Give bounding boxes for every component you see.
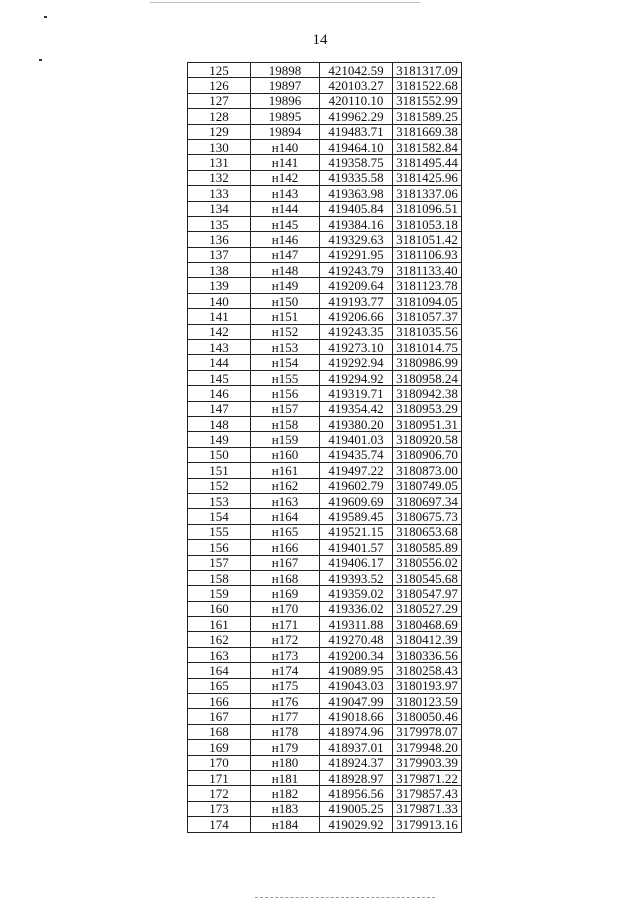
y-coordinate-cell: 3180336.56 [393, 647, 462, 662]
x-coordinate-cell: 420103.27 [320, 78, 393, 93]
point-id-cell: н178 [251, 724, 320, 739]
point-number-cell: 138 [188, 263, 251, 278]
table-row [188, 340, 462, 355]
point-id-cell: н154 [251, 355, 320, 370]
point-id-cell: н172 [251, 632, 320, 647]
point-number-cell: 134 [188, 201, 251, 216]
table-row [188, 78, 462, 93]
point-id-cell: 19895 [251, 109, 320, 124]
table-row [188, 432, 462, 447]
point-id-cell: н168 [251, 570, 320, 585]
x-coordinate-cell: 419609.69 [320, 493, 393, 508]
x-coordinate-cell: 419602.79 [320, 478, 393, 493]
y-coordinate-cell: 3181094.05 [393, 293, 462, 308]
y-coordinate-cell: 3179871.22 [393, 770, 462, 785]
y-coordinate-cell: 3180527.29 [393, 601, 462, 616]
table-row [188, 601, 462, 616]
y-coordinate-cell: 3180951.31 [393, 416, 462, 431]
page-number: 14 [312, 32, 328, 48]
point-id-cell: н141 [251, 155, 320, 170]
point-number-cell: 129 [188, 124, 251, 139]
y-coordinate-cell: 3181096.51 [393, 201, 462, 216]
table-row [188, 416, 462, 431]
table-row [188, 478, 462, 493]
x-coordinate-cell: 419359.02 [320, 586, 393, 601]
x-coordinate-cell: 419521.15 [320, 524, 393, 539]
x-coordinate-cell: 419483.71 [320, 124, 393, 139]
y-coordinate-cell: 3181057.37 [393, 309, 462, 324]
x-coordinate-cell: 419270.48 [320, 632, 393, 647]
point-number-cell: 157 [188, 555, 251, 570]
x-coordinate-cell: 418924.37 [320, 755, 393, 770]
point-id-cell: 19898 [251, 63, 320, 78]
x-coordinate-cell: 419243.79 [320, 263, 393, 278]
point-number-cell: 167 [188, 709, 251, 724]
point-id-cell: н145 [251, 216, 320, 231]
x-coordinate-cell: 419380.20 [320, 416, 393, 431]
point-id-cell: н170 [251, 601, 320, 616]
x-coordinate-cell: 419962.29 [320, 109, 393, 124]
x-coordinate-cell: 419358.75 [320, 155, 393, 170]
y-coordinate-cell: 3179978.07 [393, 724, 462, 739]
y-coordinate-cell: 3180547.97 [393, 586, 462, 601]
table-row [188, 109, 462, 124]
point-id-cell: н184 [251, 817, 320, 832]
y-coordinate-cell: 3179948.20 [393, 740, 462, 755]
point-id-cell: н173 [251, 647, 320, 662]
x-coordinate-cell: 419393.52 [320, 570, 393, 585]
point-number-cell: 132 [188, 170, 251, 185]
table-row [188, 386, 462, 401]
point-number-cell: 135 [188, 216, 251, 231]
point-number-cell: 128 [188, 109, 251, 124]
point-number-cell: 130 [188, 139, 251, 154]
y-coordinate-cell: 3179913.16 [393, 817, 462, 832]
point-id-cell: н144 [251, 201, 320, 216]
table-row [188, 309, 462, 324]
x-coordinate-cell: 419273.10 [320, 340, 393, 355]
x-coordinate-cell: 419589.45 [320, 509, 393, 524]
table-row [188, 63, 462, 78]
point-id-cell: н171 [251, 617, 320, 632]
point-id-cell: н169 [251, 586, 320, 601]
y-coordinate-cell: 3180953.29 [393, 401, 462, 416]
point-number-cell: 165 [188, 678, 251, 693]
point-number-cell: 169 [188, 740, 251, 755]
coordinates-table-body [188, 63, 462, 833]
y-coordinate-cell: 3180556.02 [393, 555, 462, 570]
y-coordinate-cell: 3181123.78 [393, 278, 462, 293]
x-coordinate-cell: 419406.17 [320, 555, 393, 570]
table-row [188, 93, 462, 108]
table-row [188, 216, 462, 231]
x-coordinate-cell: 419209.64 [320, 278, 393, 293]
x-coordinate-cell: 419497.22 [320, 463, 393, 478]
point-number-cell: 146 [188, 386, 251, 401]
x-coordinate-cell: 419319.71 [320, 386, 393, 401]
table-row [188, 663, 462, 678]
point-id-cell: н149 [251, 278, 320, 293]
point-number-cell: 147 [188, 401, 251, 416]
x-coordinate-cell: 419291.95 [320, 247, 393, 262]
point-id-cell: н161 [251, 463, 320, 478]
point-id-cell: н146 [251, 232, 320, 247]
point-id-cell: н151 [251, 309, 320, 324]
table-row [188, 694, 462, 709]
y-coordinate-cell: 3181053.18 [393, 216, 462, 231]
x-coordinate-cell: 419292.94 [320, 355, 393, 370]
point-id-cell: н174 [251, 663, 320, 678]
x-coordinate-cell: 419384.16 [320, 216, 393, 231]
y-coordinate-cell: 3180873.00 [393, 463, 462, 478]
table-row [188, 463, 462, 478]
point-number-cell: 160 [188, 601, 251, 616]
y-coordinate-cell: 3180906.70 [393, 447, 462, 462]
table-row [188, 370, 462, 385]
x-coordinate-cell: 419363.98 [320, 186, 393, 201]
y-coordinate-cell: 3181669.38 [393, 124, 462, 139]
x-coordinate-cell: 419401.57 [320, 540, 393, 555]
point-id-cell: н183 [251, 801, 320, 816]
point-id-cell: н160 [251, 447, 320, 462]
table-row [188, 724, 462, 739]
table-row [188, 324, 462, 339]
table-row [188, 139, 462, 154]
y-coordinate-cell: 3180585.89 [393, 540, 462, 555]
x-coordinate-cell: 419243.35 [320, 324, 393, 339]
point-number-cell: 144 [188, 355, 251, 370]
table-row [188, 647, 462, 662]
point-id-cell: н152 [251, 324, 320, 339]
point-id-cell: 19894 [251, 124, 320, 139]
point-number-cell: 125 [188, 63, 251, 78]
y-coordinate-cell: 3180193.97 [393, 678, 462, 693]
x-coordinate-cell: 419089.95 [320, 663, 393, 678]
point-number-cell: 127 [188, 93, 251, 108]
point-id-cell: н165 [251, 524, 320, 539]
x-coordinate-cell: 418928.97 [320, 770, 393, 785]
x-coordinate-cell: 419329.63 [320, 232, 393, 247]
table-row [188, 801, 462, 816]
scan-edge-line [150, 2, 420, 3]
point-number-cell: 170 [188, 755, 251, 770]
y-coordinate-cell: 3181582.84 [393, 139, 462, 154]
y-coordinate-cell: 3180545.68 [393, 570, 462, 585]
table-row [188, 555, 462, 570]
point-number-cell: 158 [188, 570, 251, 585]
table-row [188, 263, 462, 278]
point-id-cell: н167 [251, 555, 320, 570]
y-coordinate-cell: 3179903.39 [393, 755, 462, 770]
y-coordinate-cell: 3180412.39 [393, 632, 462, 647]
point-id-cell: н176 [251, 694, 320, 709]
y-coordinate-cell: 3181589.25 [393, 109, 462, 124]
x-coordinate-cell: 419405.84 [320, 201, 393, 216]
point-number-cell: 161 [188, 617, 251, 632]
point-id-cell: н179 [251, 740, 320, 755]
y-coordinate-cell: 3180697.34 [393, 493, 462, 508]
point-number-cell: 171 [188, 770, 251, 785]
point-id-cell: н158 [251, 416, 320, 431]
point-id-cell: н180 [251, 755, 320, 770]
y-coordinate-cell: 3181133.40 [393, 263, 462, 278]
x-coordinate-cell: 419401.03 [320, 432, 393, 447]
point-id-cell: н166 [251, 540, 320, 555]
point-id-cell: н148 [251, 263, 320, 278]
y-coordinate-cell: 3180050.46 [393, 709, 462, 724]
x-coordinate-cell: 421042.59 [320, 63, 393, 78]
x-coordinate-cell: 419435.74 [320, 447, 393, 462]
x-coordinate-cell: 419193.77 [320, 293, 393, 308]
x-coordinate-cell: 419047.99 [320, 694, 393, 709]
x-coordinate-cell: 419018.66 [320, 709, 393, 724]
point-number-cell: 173 [188, 801, 251, 816]
table-row [188, 709, 462, 724]
point-number-cell: 126 [188, 78, 251, 93]
y-coordinate-cell: 3180986.99 [393, 355, 462, 370]
y-coordinate-cell: 3181425.96 [393, 170, 462, 185]
table-row [188, 586, 462, 601]
point-number-cell: 141 [188, 309, 251, 324]
coordinates-table [187, 62, 462, 833]
table-row [188, 170, 462, 185]
point-number-cell: 156 [188, 540, 251, 555]
x-coordinate-cell: 419354.42 [320, 401, 393, 416]
y-coordinate-cell: 3180123.59 [393, 694, 462, 709]
point-id-cell: н177 [251, 709, 320, 724]
x-coordinate-cell: 419335.58 [320, 170, 393, 185]
point-number-cell: 148 [188, 416, 251, 431]
point-number-cell: 164 [188, 663, 251, 678]
point-number-cell: 149 [188, 432, 251, 447]
point-number-cell: 139 [188, 278, 251, 293]
y-coordinate-cell: 3181051.42 [393, 232, 462, 247]
y-coordinate-cell: 3180958.24 [393, 370, 462, 385]
point-number-cell: 145 [188, 370, 251, 385]
point-id-cell: н140 [251, 139, 320, 154]
scan-edge-line [255, 897, 435, 898]
x-coordinate-cell: 419029.92 [320, 817, 393, 832]
point-number-cell: 151 [188, 463, 251, 478]
point-number-cell: 133 [188, 186, 251, 201]
table-row [188, 524, 462, 539]
point-number-cell: 140 [188, 293, 251, 308]
point-number-cell: 159 [188, 586, 251, 601]
point-number-cell: 155 [188, 524, 251, 539]
x-coordinate-cell: 418974.96 [320, 724, 393, 739]
table-row [188, 509, 462, 524]
x-coordinate-cell: 419294.92 [320, 370, 393, 385]
y-coordinate-cell: 3181014.75 [393, 340, 462, 355]
point-number-cell: 162 [188, 632, 251, 647]
point-id-cell: н163 [251, 493, 320, 508]
y-coordinate-cell: 3181035.56 [393, 324, 462, 339]
point-number-cell: 168 [188, 724, 251, 739]
point-id-cell: н181 [251, 770, 320, 785]
y-coordinate-cell: 3181337.06 [393, 186, 462, 201]
point-number-cell: 136 [188, 232, 251, 247]
x-coordinate-cell: 418956.56 [320, 786, 393, 801]
point-id-cell: н162 [251, 478, 320, 493]
table-row [188, 155, 462, 170]
x-coordinate-cell: 419043.03 [320, 678, 393, 693]
table-row [188, 678, 462, 693]
point-id-cell: н147 [251, 247, 320, 262]
x-coordinate-cell: 419206.66 [320, 309, 393, 324]
table-row [188, 447, 462, 462]
point-number-cell: 172 [188, 786, 251, 801]
y-coordinate-cell: 3179871.33 [393, 801, 462, 816]
point-id-cell: н157 [251, 401, 320, 416]
scan-speck [44, 16, 47, 18]
point-id-cell: 19896 [251, 93, 320, 108]
point-id-cell: н153 [251, 340, 320, 355]
table-row [188, 755, 462, 770]
y-coordinate-cell: 3180749.05 [393, 478, 462, 493]
table-row [188, 355, 462, 370]
point-id-cell: н182 [251, 786, 320, 801]
table-row [188, 786, 462, 801]
table-row [188, 124, 462, 139]
table-row [188, 186, 462, 201]
table-row [188, 770, 462, 785]
point-number-cell: 174 [188, 817, 251, 832]
x-coordinate-cell: 419336.02 [320, 601, 393, 616]
point-id-cell: н164 [251, 509, 320, 524]
point-number-cell: 143 [188, 340, 251, 355]
point-number-cell: 131 [188, 155, 251, 170]
point-id-cell: н142 [251, 170, 320, 185]
table-row [188, 201, 462, 216]
x-coordinate-cell: 419464.10 [320, 139, 393, 154]
point-id-cell: 19897 [251, 78, 320, 93]
y-coordinate-cell: 3180675.73 [393, 509, 462, 524]
point-id-cell: н156 [251, 386, 320, 401]
point-number-cell: 166 [188, 694, 251, 709]
table-row [188, 293, 462, 308]
table-row [188, 278, 462, 293]
point-number-cell: 152 [188, 478, 251, 493]
point-id-cell: н143 [251, 186, 320, 201]
point-number-cell: 154 [188, 509, 251, 524]
point-number-cell: 137 [188, 247, 251, 262]
y-coordinate-cell: 3180942.38 [393, 386, 462, 401]
table-row [188, 247, 462, 262]
table-row [188, 493, 462, 508]
y-coordinate-cell: 3181522.68 [393, 78, 462, 93]
table-row [188, 740, 462, 755]
y-coordinate-cell: 3180920.58 [393, 432, 462, 447]
point-number-cell: 153 [188, 493, 251, 508]
x-coordinate-cell: 419200.34 [320, 647, 393, 662]
x-coordinate-cell: 419311.88 [320, 617, 393, 632]
y-coordinate-cell: 3181552.99 [393, 93, 462, 108]
table-row [188, 617, 462, 632]
point-id-cell: н155 [251, 370, 320, 385]
y-coordinate-cell: 3181317.09 [393, 63, 462, 78]
table-row [188, 540, 462, 555]
y-coordinate-cell: 3179857.43 [393, 786, 462, 801]
point-number-cell: 163 [188, 647, 251, 662]
point-number-cell: 142 [188, 324, 251, 339]
table-row [188, 817, 462, 832]
table-row [188, 570, 462, 585]
scan-speck [39, 59, 42, 61]
point-id-cell: н159 [251, 432, 320, 447]
y-coordinate-cell: 3180258.43 [393, 663, 462, 678]
point-id-cell: н150 [251, 293, 320, 308]
y-coordinate-cell: 3180468.69 [393, 617, 462, 632]
y-coordinate-cell: 3181106.93 [393, 247, 462, 262]
x-coordinate-cell: 419005.25 [320, 801, 393, 816]
y-coordinate-cell: 3181495.44 [393, 155, 462, 170]
x-coordinate-cell: 420110.10 [320, 93, 393, 108]
table-row [188, 632, 462, 647]
table-row [188, 401, 462, 416]
point-number-cell: 150 [188, 447, 251, 462]
y-coordinate-cell: 3180653.68 [393, 524, 462, 539]
x-coordinate-cell: 418937.01 [320, 740, 393, 755]
table-row [188, 232, 462, 247]
point-id-cell: н175 [251, 678, 320, 693]
